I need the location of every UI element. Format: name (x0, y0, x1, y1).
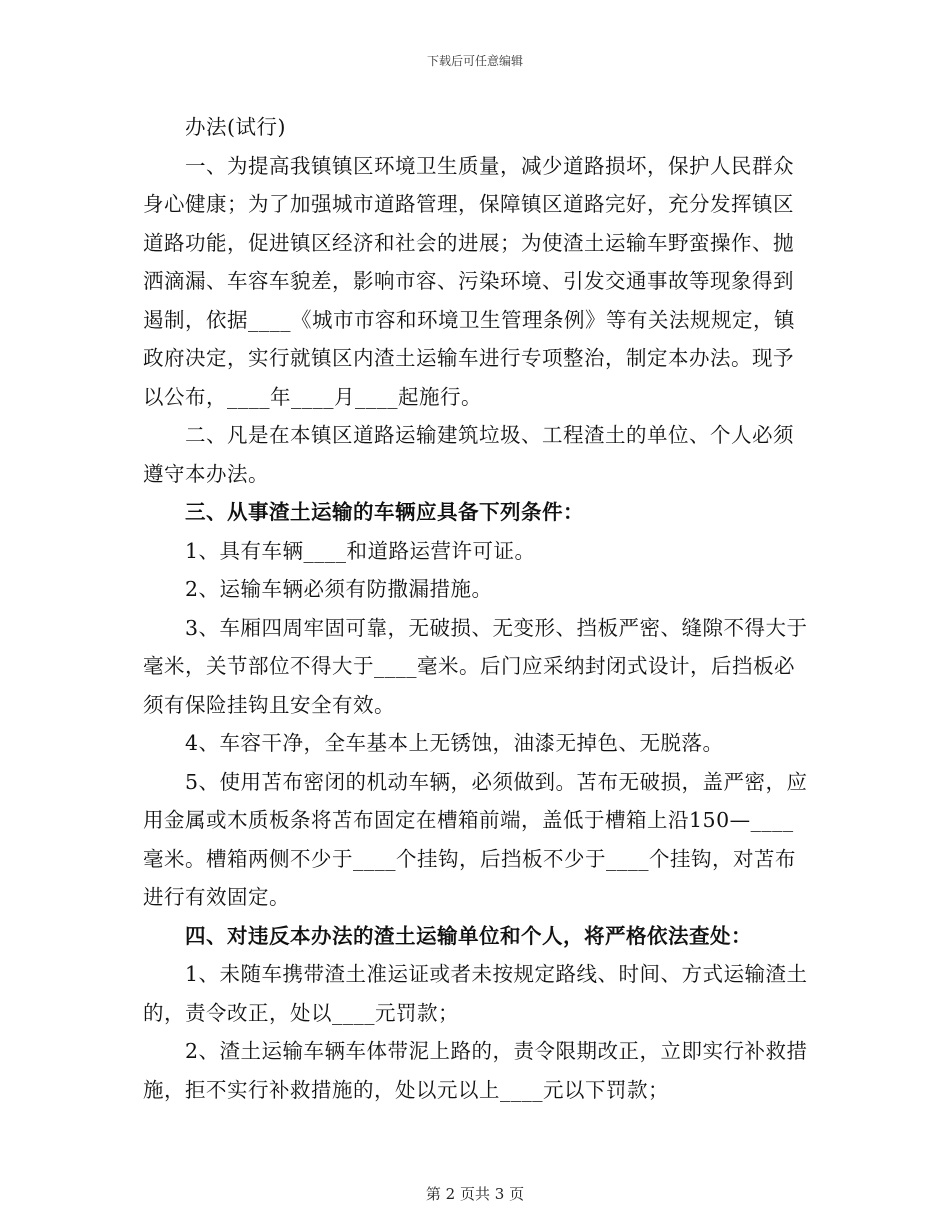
document-body (143, 108, 808, 1109)
paragraph-article-2: 二、凡是在本镇区道路运输建筑垃圾、工程渣土的单位、个人必须遵守本办法。 (143, 423, 794, 486)
page-footer: 第 2 页共 3 页 (425, 1185, 525, 1203)
heading-article-3: 三、从事渣土运输的车辆应具备下列条件： (185, 500, 584, 524)
heading-article-4: 四、对违反本办法的渣土运输单位和个人，将严格依法查处： (185, 923, 752, 948)
section-title: 办法(试行) (185, 115, 286, 139)
list-item-3-1: 1、具有车辆____和道路运营许可证。 (185, 538, 536, 563)
list-item-3-4: 4、车容干净，全车基本上无锈蚀，油漆无掉色、无脱落。 (185, 731, 724, 755)
list-item-4-1: 1、未随车携带渣土准运证或者未按规定路线、时间、方式运输渣土的，责令改正，处以____元罚款； (143, 962, 808, 1025)
list-item-3-3: 3、车厢四周牢固可靠，无破损、无变形、挡板严密、缝隙不得大于毫米，关节部位不得大于____毫米。后门应采纳封闭式设计，后挡板必须有保险挂钩且安全有效。 (143, 615, 808, 717)
paragraph-article-1: 一、为提高我镇镇区环境卫生质量，减少道路损坏，保护人民群众身心健康；为了加强城市道路管理，保障镇区道路完好，充分发挥镇区道路功能，促进镇区经济和社会的进展；为使渣土运输车野蛮操作、抛洒滴漏、车容车貌差，影响市容、污染环境、引发交通事故等现象得到遏制，依据____《城市市容和环境卫生管理条例》等有关法规规定，镇政府决定，实行就镇区内渣土运输车进行专项整治，制定本办法。现予以公布，____年____月____起施行。 (143, 153, 795, 409)
list-item-3-2: 2、运输车辆必须有防撒漏措施。 (185, 577, 493, 601)
list-item-4-2: 2、渣土运输车辆车体带泥上路的，责令限期改正，立即实行补救措施，拒不实行补救措施的，处以元以上____元以下罚款； (143, 1039, 808, 1102)
list-item-3-5: 5、使用苫布密闭的机动车辆，必须做到。苫布无破损，盖严密，应用金属或木质板条将苫布固定在槽箱前端，盖低于槽箱上沿150—____毫米。槽箱两侧不少于____个挂钩，后挡板不少于____个挂钩，对苫布进行有效固定。 (143, 769, 808, 909)
page-header: 下载后可任意编辑 (426, 54, 523, 68)
